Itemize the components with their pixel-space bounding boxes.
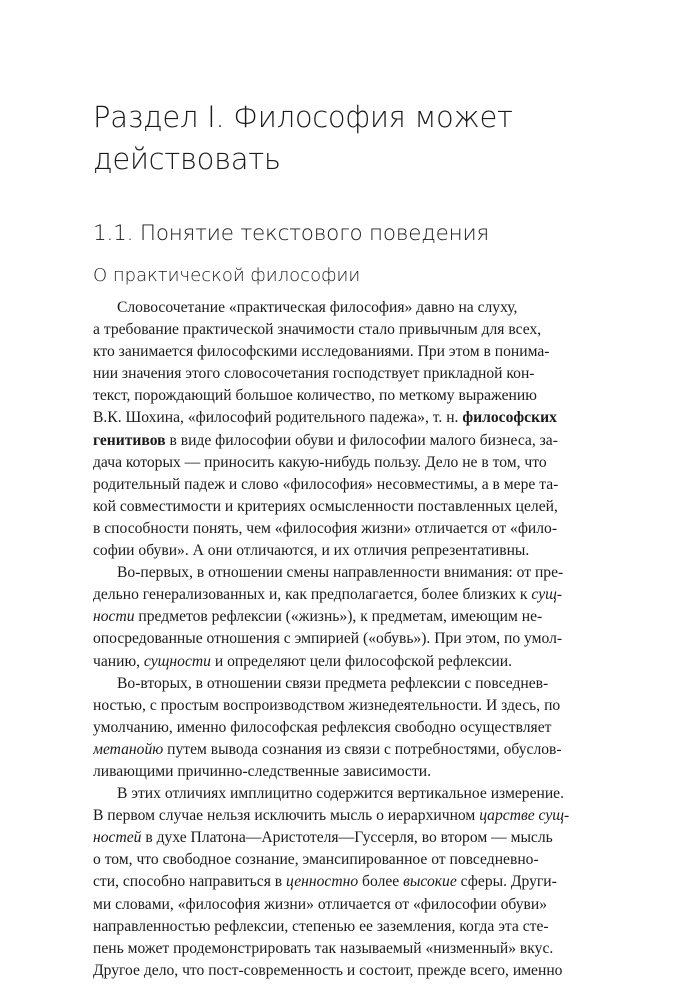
text-line: текст, порождающий большое количество, по меткому выражению: [93, 387, 537, 405]
italic-term: сущности: [143, 652, 211, 670]
text-line: опосредованные отношения с эмпирией («обувь»). При этом, по умол-: [93, 630, 563, 648]
body-text: [93, 297, 582, 982]
text-line: В этих отличиях имплицитно содержится вертикальное измерение.: [117, 785, 565, 803]
text-run: в виде философии обуви и философии малого бизнеса, за-: [165, 431, 558, 449]
italic-term: сущ-: [531, 586, 563, 604]
text-line: умолчанию, именно философская рефлексия свободно осуществляет: [93, 718, 552, 736]
paragraph-4: [93, 783, 582, 982]
chapter-heading-line-2: действовать: [93, 142, 281, 176]
text-run: более: [358, 873, 404, 891]
chapter-heading-line-1: Раздел I. Философия может: [93, 100, 513, 134]
bold-term: философских: [462, 409, 557, 427]
section-heading: 1.1. Понятие текстового поведения: [93, 221, 490, 246]
paragraph-2: [93, 562, 582, 672]
text-line: Другое дело, что пост-современность и состоит, прежде всего, именно: [93, 961, 563, 979]
text-line: кой совместимости и критериях осмысленности поставленных целей,: [93, 497, 558, 515]
paragraph-3: [93, 673, 582, 783]
italic-term: метанойю: [93, 740, 164, 758]
text-line: родительный падеж и слово «философия» несовместимы, а в мере та-: [93, 475, 559, 493]
text-run: сферы. Други-: [456, 873, 557, 891]
text-line: [93, 606, 582, 628]
text-line: [93, 739, 582, 761]
italic-term: ностей: [93, 829, 142, 847]
text-line: Во-первых, в отношении смены направленности внимания: от пре-: [117, 564, 564, 582]
text-line: [93, 827, 582, 849]
text-run: и определяют цели философской рефлексии.: [210, 652, 512, 670]
text-line: пень может продемонстрировать так называемый «низменный» вкус.: [93, 939, 554, 957]
italic-term: ценностно: [286, 873, 359, 891]
text-line: [93, 871, 582, 893]
text-line: [93, 407, 582, 429]
italic-term: царстве сущ-: [479, 807, 570, 825]
text-line: Во-вторых, в отношении связи предмета рефлексии с повседнев-: [117, 674, 549, 692]
italic-term: высокие: [403, 873, 457, 891]
chapter-heading: [93, 96, 593, 180]
text-line: направленностью рефлексии, степенью ее заземления, когда эта сте-: [93, 917, 549, 935]
bold-term: генитивов: [93, 431, 166, 449]
text-line: ми словами, «философия жизни» отличается от «философии обуви»: [93, 895, 548, 913]
text-line: софии обуви». А они отличаются, и их отличия репрезентативны.: [93, 542, 530, 560]
paragraph-1: [93, 297, 582, 562]
text-run: сти, способно направиться в: [93, 873, 287, 891]
text-line: [93, 651, 582, 673]
text-run: чанию,: [93, 652, 144, 670]
text-run: путем вывода сознания из связи с потребностями, обуслов-: [163, 740, 562, 758]
text-line: о том, что свободное сознание, эмансипированное от повседневно-: [93, 851, 539, 869]
text-line: а требование практической значимости стало привычным для всех,: [93, 321, 542, 339]
text-line: Словосочетание «практическая философия» давно на слуху,: [117, 299, 518, 316]
text-run: предметов рефлексии («жизнь»), к предметам, имеющим не-: [134, 608, 543, 626]
text-line: в способности понять, чем «философия жизни» отличается от «фило-: [93, 519, 558, 537]
text-line: нии значения этого словосочетания господствует прикладной кон-: [93, 365, 535, 383]
text-line: кто занимается философскими исследованиями. При этом в понима-: [93, 343, 550, 361]
text-line: [93, 805, 582, 827]
text-line: [93, 430, 582, 452]
text-run: дельно генерализованных и, как предполагается, более близких к: [93, 586, 532, 604]
text-run: в духе Платона—Аристотеля—Гуссерля, во втором — мысль: [141, 829, 553, 847]
subsection-heading: О практической философии: [93, 265, 361, 286]
text-line: [93, 584, 582, 606]
text-line: ностью, с простым воспроизводством жизнедеятельности. И здесь, по: [93, 696, 561, 714]
italic-term: ности: [93, 608, 135, 626]
text-line: ливающими причинно-следственные зависимости.: [93, 762, 432, 780]
text-run: В первом случае нельзя исключить мысль о иерархичном: [93, 807, 480, 825]
text-line: дача которых — приносить какую-нибудь пользу. Дело не в том, что: [93, 453, 547, 471]
text-run: В.К. Шохина, «философий родительного падежа», т. н.: [93, 409, 463, 427]
